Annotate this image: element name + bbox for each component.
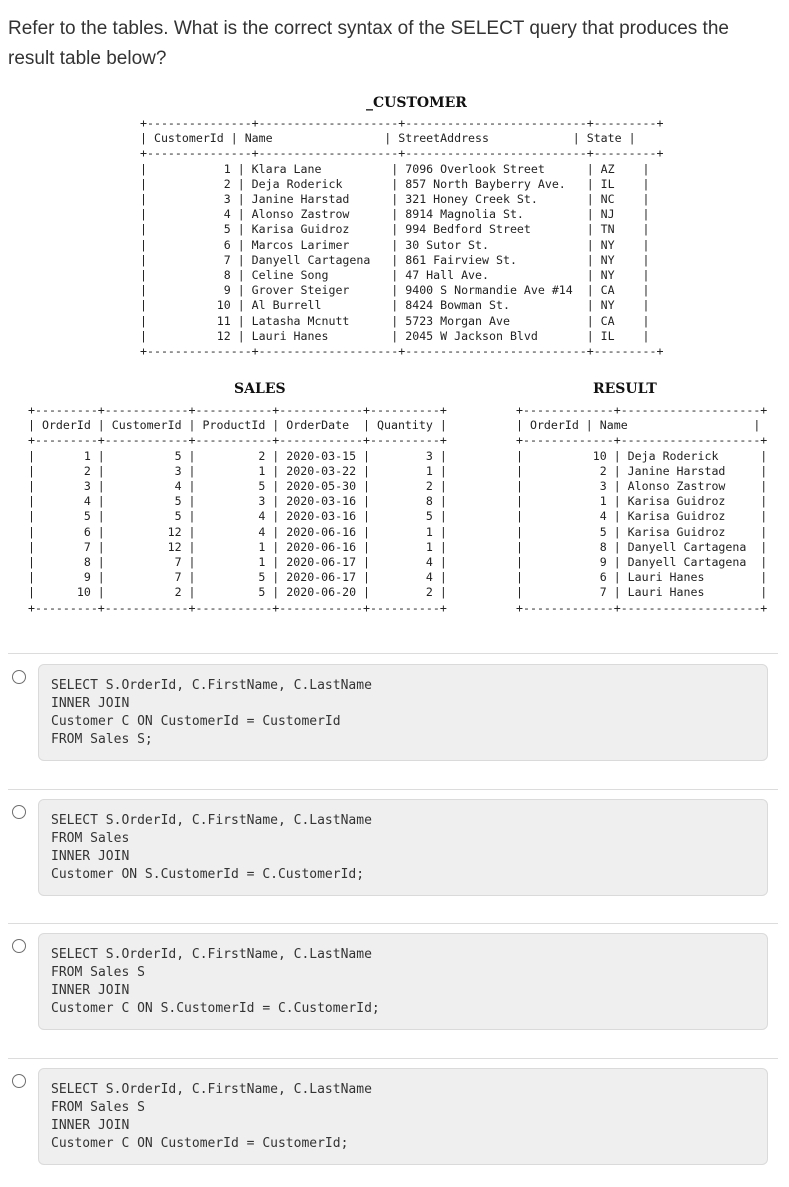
customer-table — [140, 116, 664, 359]
code-line: INNER JOIN — [51, 983, 130, 998]
code-line: SELECT S.OrderId, C.FirstName, C.LastName — [51, 1082, 372, 1097]
result-table-line: +-------------+--------------------+ — [516, 600, 768, 615]
sales-table-line: +---------+------------+-----------+------------+----------+ — [28, 600, 447, 615]
result-table-line: | 1 | Karisa Guidroz | — [516, 494, 768, 509]
sales-table-line: | 3 | 4 | 5 | 2020-05-30 | 2 | — [28, 479, 447, 494]
customer-table-line: +---------------+--------------------+--------------------------+---------+ — [140, 146, 664, 161]
code-line: INNER JOIN — [51, 696, 130, 711]
option-4-code[interactable] — [38, 1068, 768, 1165]
customer-table-line: +---------------+--------------------+--------------------------+---------+ — [140, 116, 664, 130]
code-line: INNER JOIN — [51, 849, 130, 864]
code-line: FROM Sales — [51, 831, 130, 846]
result-table-line: | 2 | Janine Harstad | — [516, 463, 768, 478]
sales-table-line: | OrderId | CustomerId | ProductId | OrderDate | Quantity | — [28, 418, 447, 433]
code-line: Customer ON S.CustomerId = C.CustomerId; — [51, 867, 365, 882]
sales-table-line: | 7 | 12 | 1 | 2020-06-16 | 1 | — [28, 539, 447, 554]
result-table-line: | 7 | Lauri Hanes | — [516, 585, 768, 600]
customer-table-line: | 1 | Klara Lane | 7096 Overlook Street | AZ | — [140, 161, 650, 176]
option-2-radio[interactable] — [12, 805, 26, 819]
sales-table-line: | 9 | 7 | 5 | 2020-06-17 | 4 | — [28, 570, 447, 585]
option-4-radio[interactable] — [12, 1074, 26, 1088]
customer-table-line: | 6 | Marcos Larimer | 30 Sutor St. | NY | — [140, 237, 650, 252]
code-line: FROM Sales S — [51, 1100, 145, 1115]
divider — [8, 923, 778, 924]
result-table-line: | 9 | Danyell Cartagena | — [516, 555, 768, 570]
code-line: FROM Sales S; — [51, 732, 153, 747]
result-table-line: | 8 | Danyell Cartagena | — [516, 539, 768, 554]
customer-table-title: _CUSTOMER — [366, 95, 467, 111]
result-table-line: +-------------+--------------------+ — [516, 433, 768, 448]
customer-table-line: | 9 | Grover Steiger | 9400 S Normandie Ave #14 | CA | — [140, 283, 650, 298]
sales-table-line: | 4 | 5 | 3 | 2020-03-16 | 8 | — [28, 494, 447, 509]
question-text: Refer to the tables. What is the correct syntax of the SELECT query that produces the result table below? — [8, 18, 729, 69]
result-table-line: | 3 | Alonso Zastrow | — [516, 479, 768, 494]
result-table-line: | OrderId | Name | — [516, 418, 761, 433]
code-line: Customer C ON CustomerId = CustomerId — [51, 714, 341, 729]
result-table-title: RESULT — [593, 381, 657, 397]
sales-table — [28, 403, 447, 616]
customer-table-line: | 7 | Danyell Cartagena | 861 Fairview St. | NY | — [140, 252, 650, 267]
result-table-line: | 4 | Karisa Guidroz | — [516, 509, 768, 524]
sales-table-line: +---------+------------+-----------+------------+----------+ — [28, 433, 447, 448]
sales-table-line: | 5 | 5 | 4 | 2020-03-16 | 5 | — [28, 509, 447, 524]
code-line: SELECT S.OrderId, C.FirstName, C.LastName — [51, 678, 372, 693]
customer-table-line: | CustomerId | Name | StreetAddress | State | — [140, 131, 636, 146]
result-table-line: +-------------+--------------------+ — [516, 403, 768, 417]
sales-table-title: SALES — [234, 381, 286, 397]
customer-table-line: | 8 | Celine Song | 47 Hall Ave. | NY | — [140, 268, 650, 283]
customer-table-line: | 2 | Deja Roderick | 857 North Bayberry Ave. | IL | — [140, 176, 650, 191]
option-3-code[interactable] — [38, 933, 768, 1030]
customer-table-line: +---------------+--------------------+--------------------------+---------+ — [140, 344, 664, 359]
code-line: SELECT S.OrderId, C.FirstName, C.LastName — [51, 947, 372, 962]
code-line: FROM Sales S — [51, 965, 145, 980]
option-1-code[interactable] — [38, 664, 768, 761]
result-table-line: | 10 | Deja Roderick | — [516, 448, 768, 463]
customer-table-line: | 4 | Alonso Zastrow | 8914 Magnolia St. | NJ | — [140, 207, 650, 222]
customer-table-line: | 10 | Al Burrell | 8424 Bowman St. | NY | — [140, 298, 650, 313]
sales-table-line: | 2 | 3 | 1 | 2020-03-22 | 1 | — [28, 463, 447, 478]
option-1-radio[interactable] — [12, 670, 26, 684]
divider — [8, 789, 778, 790]
customer-table-line: | 5 | Karisa Guidroz | 994 Bedford Street | TN | — [140, 222, 650, 237]
result-table — [516, 403, 767, 616]
option-2-code[interactable] — [38, 799, 768, 896]
result-table-line: | 5 | Karisa Guidroz | — [516, 524, 768, 539]
customer-table-line: | 12 | Lauri Hanes | 2045 W Jackson Blvd | IL | — [140, 328, 650, 343]
result-table-line: | 6 | Lauri Hanes | — [516, 570, 768, 585]
code-line: SELECT S.OrderId, C.FirstName, C.LastName — [51, 813, 372, 828]
sales-table-line: | 6 | 12 | 4 | 2020-06-16 | 1 | — [28, 524, 447, 539]
code-line: INNER JOIN — [51, 1118, 130, 1133]
sales-table-line: | 1 | 5 | 2 | 2020-03-15 | 3 | — [28, 448, 447, 463]
customer-table-line: | 11 | Latasha Mcnutt | 5723 Morgan Ave | CA | — [140, 313, 650, 328]
customer-table-line: | 3 | Janine Harstad | 321 Honey Creek St. | NC | — [140, 192, 650, 207]
sales-table-line: | 8 | 7 | 1 | 2020-06-17 | 4 | — [28, 555, 447, 570]
divider — [8, 653, 778, 654]
divider — [8, 1058, 778, 1059]
sales-table-line: +---------+------------+-----------+------------+----------+ — [28, 403, 447, 417]
code-line: Customer C ON S.CustomerId = C.CustomerId; — [51, 1001, 380, 1016]
sales-table-line: | 10 | 2 | 5 | 2020-06-20 | 2 | — [28, 585, 447, 600]
option-3-radio[interactable] — [12, 939, 26, 953]
code-line: Customer C ON CustomerId = CustomerId; — [51, 1136, 349, 1151]
